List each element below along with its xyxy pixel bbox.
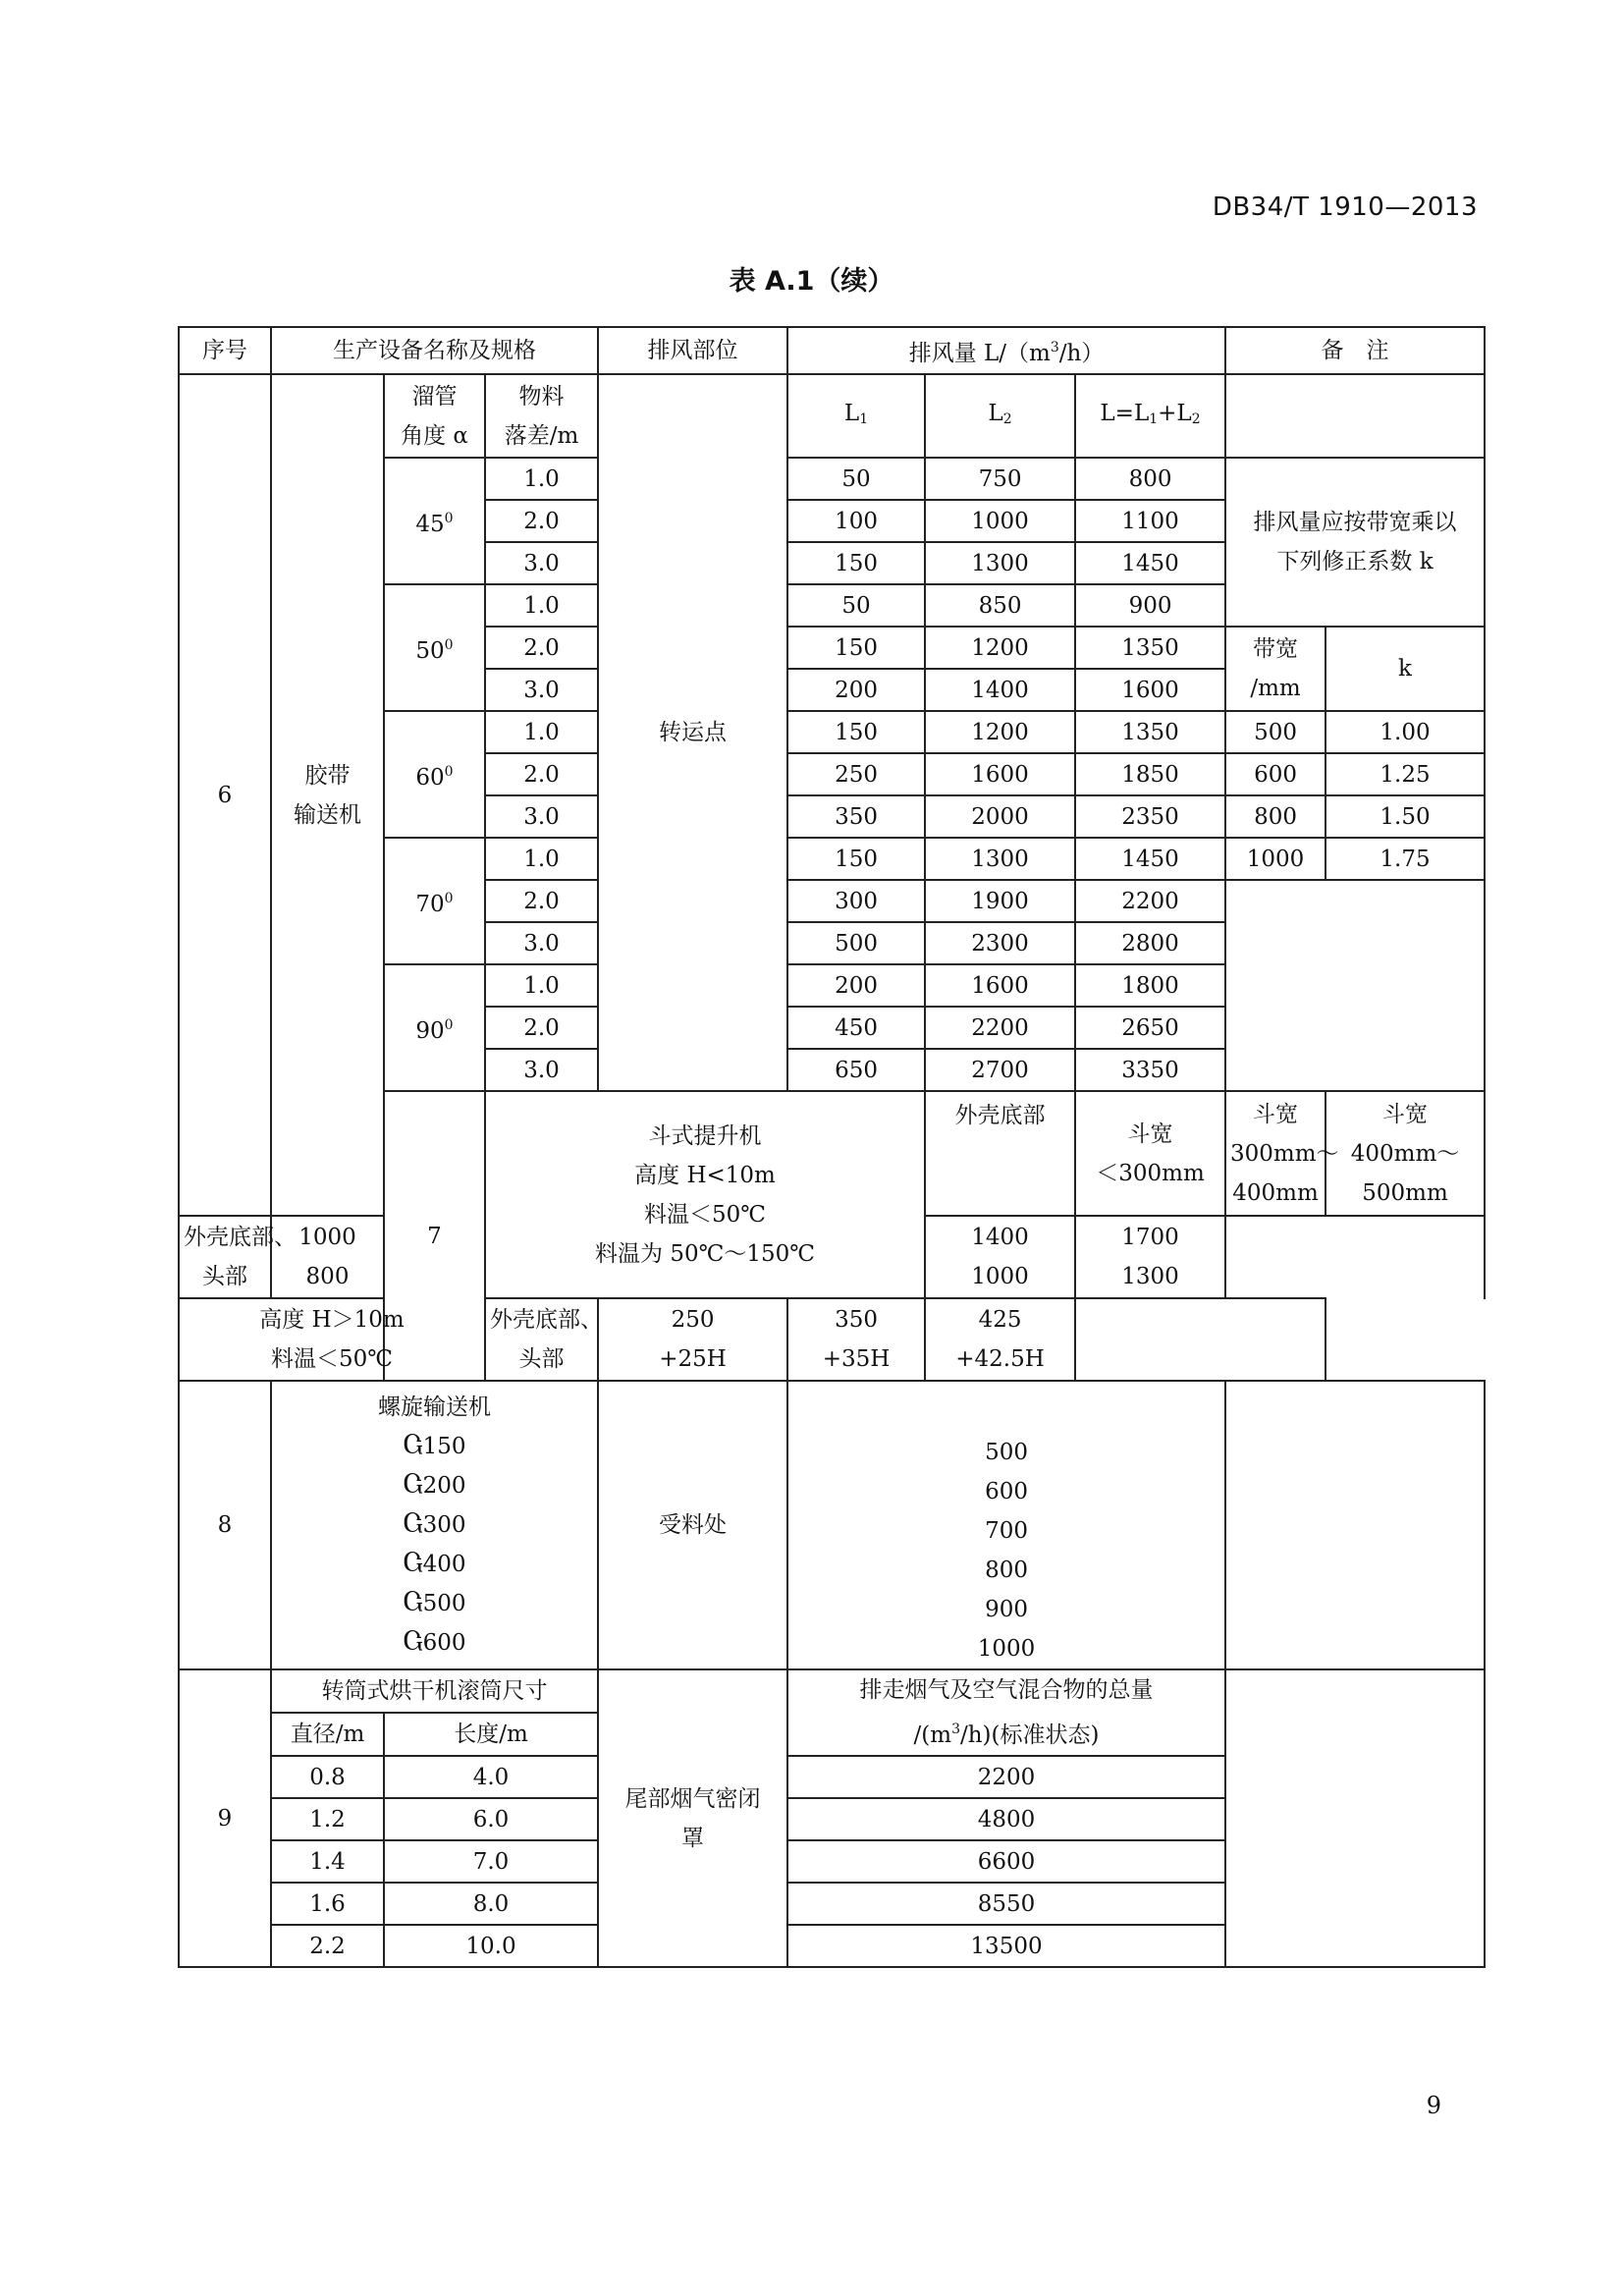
exhaust-position: 外壳底部 (925, 1091, 1075, 1216)
k-header-line: 带宽 (1253, 636, 1299, 662)
length-value: 10.0 (384, 1925, 598, 1967)
drop-value: 2.0 (485, 627, 598, 669)
chute-label: 溜管 (411, 383, 458, 410)
flow-value: 8550 (787, 1883, 1225, 1925)
row-no: 8 (179, 1381, 271, 1669)
header-remark: 备 注 (1225, 327, 1485, 374)
equipment-line: 斗式提升机 (648, 1122, 762, 1149)
drop-value: 3.0 (485, 1049, 598, 1091)
drop-value: 2.0 (485, 880, 598, 922)
l-value: 1350 (1075, 627, 1225, 669)
table-row (179, 1381, 1485, 1669)
value-line: 425 (978, 1307, 1022, 1333)
header-position: 排风部位 (598, 327, 787, 374)
airflow-value (787, 1298, 925, 1381)
l-value: 1800 (1075, 964, 1225, 1007)
k-header-line: /mm (1250, 676, 1301, 701)
l2-value: 2200 (925, 1007, 1075, 1049)
row-no: 6 (179, 374, 271, 1216)
airflow-value: 600 (985, 1479, 1028, 1504)
bucket-width-line: 400mm (1232, 1179, 1319, 1206)
bucket-width-line: ＜300mm (1096, 1160, 1205, 1186)
subheader-chute-angle (384, 374, 485, 458)
l-value: 1450 (1075, 838, 1225, 880)
remark-empty (1225, 880, 1485, 1091)
drop-value: 3.0 (485, 542, 598, 584)
position-line: 罩 (681, 1825, 705, 1851)
l2-value: 2300 (925, 922, 1075, 964)
drop-value: 1.0 (485, 584, 598, 627)
exhaust-position (598, 1669, 787, 1967)
bucket-width-line: 500mm (1362, 1179, 1448, 1206)
diameter-value: 1.2 (271, 1798, 384, 1840)
value-line: +42.5H (955, 1346, 1045, 1372)
chute-angle: $90^0$ (384, 964, 485, 1091)
page-number: 9 (1426, 2092, 1441, 2119)
airflow-value: 900 (985, 1597, 1028, 1622)
subheader-drop (485, 374, 598, 458)
row-no: 9 (179, 1669, 271, 1967)
equipment-name (271, 1381, 598, 1669)
airflow-value: 500 (985, 1440, 1028, 1465)
header-equipment: 生产设备名称及规格 (271, 327, 598, 374)
l1-value: 200 (787, 669, 925, 711)
remark-empty (1075, 1298, 1325, 1381)
k-width: 1000 (1225, 838, 1325, 880)
l-value: 900 (1075, 584, 1225, 627)
flow-value: 13500 (787, 1925, 1225, 1967)
exhaust-position (485, 1298, 603, 1381)
bucket-width-line: 斗宽 (1127, 1121, 1173, 1147)
value-line: +25H (659, 1346, 727, 1372)
header-length: 长度/m (384, 1713, 598, 1756)
l-value: 3350 (1075, 1049, 1225, 1091)
equipment-name-line: 胶带 (304, 762, 351, 789)
l-value: 2650 (1075, 1007, 1225, 1049)
bucket-width-line: 400mm～ (1350, 1140, 1460, 1167)
k-header-width (1225, 627, 1325, 711)
remark-text (1225, 458, 1485, 627)
header-no: 序号 (179, 327, 271, 374)
l2-value: 2000 (925, 795, 1075, 838)
l2-value: 2700 (925, 1049, 1075, 1091)
sum-label: L=L (1100, 400, 1150, 426)
l1-value: 650 (787, 1049, 925, 1091)
l2-subscript: 2 (1002, 410, 1012, 427)
diameter-value: 0.8 (271, 1756, 384, 1798)
airflow-value (925, 1216, 1075, 1298)
l1-label: L (843, 400, 860, 426)
value-line: 1300 (1121, 1264, 1179, 1289)
l-value: 2350 (1075, 795, 1225, 838)
equipment-line: 高度 H＞10m (259, 1307, 405, 1333)
l2-label: L (988, 400, 1003, 426)
drop-value: 1.0 (485, 458, 598, 500)
table-row (179, 1298, 1485, 1381)
drop-value: 3.0 (485, 795, 598, 838)
l2-value: 1000 (925, 500, 1075, 542)
flow-header-line: $/(m^3/h)$(标准状态) (913, 1722, 1100, 1748)
position-line: 头部 (202, 1264, 247, 1289)
flow-value: 6600 (787, 1840, 1225, 1883)
l-value: 1600 (1075, 669, 1225, 711)
drop-value: 1.0 (485, 838, 598, 880)
value-line: 350 (835, 1307, 878, 1333)
l1-value: 350 (787, 795, 925, 838)
dryer-title: 转筒式烘干机滚筒尺寸 (271, 1669, 598, 1713)
flow-header (787, 1669, 1225, 1756)
row-no: 7 (384, 1091, 485, 1381)
exhaust-position: 受料处 (598, 1381, 787, 1669)
airflow-value: 700 (985, 1518, 1028, 1544)
table-header-row (179, 327, 1485, 374)
equipment-line: 料温为 50℃～150℃ (595, 1240, 815, 1267)
l2-value: 1400 (925, 669, 1075, 711)
l-value: 1100 (1075, 500, 1225, 542)
airflow-values (787, 1381, 1225, 1669)
k-width: 500 (1225, 711, 1325, 753)
bucket-width-2 (1225, 1091, 1339, 1216)
airflow-value (598, 1298, 787, 1381)
equipment-name (179, 1298, 485, 1381)
airflow-value (1075, 1216, 1225, 1298)
equipment-name-line: 输送机 (294, 801, 361, 828)
chute-angle: $50^0$ (384, 584, 485, 711)
subheader-l2 (925, 374, 1075, 458)
flow-value: 4800 (787, 1798, 1225, 1840)
exhaust-volume-table (178, 326, 1486, 1968)
value-line: 1700 (1121, 1225, 1179, 1250)
value-line: 800 (305, 1264, 350, 1289)
value-line: 1000 (971, 1264, 1029, 1289)
position-line: 外壳底部、 (184, 1225, 297, 1250)
sum-subscript: 1 (1149, 410, 1159, 427)
diameter-value: 2.2 (271, 1925, 384, 1967)
l2-value: 1300 (925, 542, 1075, 584)
l-value: 2200 (1075, 880, 1225, 922)
k-value: 1.75 (1325, 838, 1485, 880)
k-width: 800 (1225, 795, 1325, 838)
l2-value: 1200 (925, 627, 1075, 669)
equipment-line: 料温＜50℃ (644, 1201, 766, 1228)
remark-line: 排风量应按带宽乘以 (1253, 510, 1457, 535)
equipment-line: 料温＜50℃ (271, 1346, 393, 1372)
l1-value: 150 (787, 627, 925, 669)
diameter-value: 1.4 (271, 1840, 384, 1883)
sum-subscript: 2 (1191, 410, 1201, 427)
position-line: 头部 (518, 1346, 565, 1372)
drop-label: 落差/m (504, 422, 579, 449)
bucket-width-line: 斗宽 (1382, 1101, 1429, 1127)
table-title: 表 A.1（续） (729, 266, 894, 297)
drop-value: 2.0 (485, 1007, 598, 1049)
drop-label: 物料 (518, 383, 565, 410)
remark-empty (1225, 1669, 1485, 1967)
chute-label: 角度 α (401, 422, 468, 449)
bucket-width-line: 300mm～ (1230, 1140, 1339, 1167)
value-line: 250 (671, 1307, 715, 1333)
airflow-value: 800 (985, 1558, 1028, 1583)
subheader-l1 (787, 374, 925, 458)
l1-value: 150 (787, 838, 925, 880)
l-value: 2800 (1075, 922, 1225, 964)
screw-size: Ⴚ600 (403, 1630, 466, 1656)
l1-subscript: 1 (859, 410, 869, 427)
subheader-sum (1075, 374, 1225, 458)
equipment-line: 高度 H<10m (634, 1162, 776, 1188)
k-header-k: k (1325, 627, 1485, 711)
position-line: 尾部烟气密闭 (624, 1785, 761, 1812)
l1-value: 50 (787, 584, 925, 627)
value-line: 1400 (971, 1225, 1029, 1250)
drop-value: 3.0 (485, 669, 598, 711)
length-value: 8.0 (384, 1883, 598, 1925)
position-line: 外壳底部、 (490, 1307, 603, 1333)
header-diameter: 直径/m (271, 1713, 384, 1756)
l1-value: 150 (787, 711, 925, 753)
equipment-name (271, 374, 384, 1216)
l1-value: 250 (787, 753, 925, 795)
document-code: DB34/T 1910—2013 (1212, 192, 1478, 222)
k-width: 600 (1225, 753, 1325, 795)
k-value: 1.00 (1325, 711, 1485, 753)
l2-value: 1600 (925, 753, 1075, 795)
l1-value: 300 (787, 880, 925, 922)
airflow-value: 1000 (977, 1636, 1036, 1662)
drop-value: 3.0 (485, 922, 598, 964)
screw-size: Ⴚ300 (403, 1512, 466, 1538)
value-line: +35H (822, 1346, 891, 1372)
remark-empty (1225, 374, 1485, 458)
l1-value: 500 (787, 922, 925, 964)
l-value: 800 (1075, 458, 1225, 500)
l1-value: 100 (787, 500, 925, 542)
exhaust-position: 转运点 (598, 374, 787, 1091)
bucket-width-1 (1075, 1091, 1225, 1216)
bucket-width-line: 斗宽 (1253, 1101, 1299, 1127)
length-value: 7.0 (384, 1840, 598, 1883)
airflow-value (925, 1298, 1075, 1381)
sum-plus: +L (1158, 400, 1192, 426)
length-value: 4.0 (384, 1756, 598, 1798)
l-value: 1350 (1075, 711, 1225, 753)
screw-size: Ⴚ500 (403, 1591, 466, 1616)
exhaust-position (179, 1216, 297, 1298)
table-row (179, 1669, 1485, 1713)
screw-size: Ⴚ200 (403, 1473, 466, 1499)
header-airflow: 排风量 $L/(m^3/h)$ (787, 327, 1225, 374)
remark-line: 下列修正系数 k (1276, 549, 1434, 574)
chute-angle: $60^0$ (384, 711, 485, 838)
l-value: 1450 (1075, 542, 1225, 584)
flow-header-line: 排走烟气及空气混合物的总量 (859, 1677, 1154, 1703)
flow-value: 2200 (787, 1756, 1225, 1798)
k-value: 1.25 (1325, 753, 1485, 795)
drop-value: 1.0 (485, 711, 598, 753)
l1-value: 450 (787, 1007, 925, 1049)
drop-value: 2.0 (485, 500, 598, 542)
l1-value: 150 (787, 542, 925, 584)
chute-angle: $45^0$ (384, 458, 485, 584)
table-row (179, 374, 1485, 458)
length-value: 6.0 (384, 1798, 598, 1840)
screw-size: Ⴚ150 (403, 1434, 466, 1459)
l-value: 1850 (1075, 753, 1225, 795)
chute-angle: $70^0$ (384, 838, 485, 964)
equipment-name (485, 1091, 925, 1298)
screw-size: Ⴚ400 (403, 1552, 466, 1577)
l2-value: 1200 (925, 711, 1075, 753)
l2-value: 850 (925, 584, 1075, 627)
equipment-line: 螺旋输送机 (378, 1394, 491, 1420)
l1-value: 200 (787, 964, 925, 1007)
l2-value: 750 (925, 458, 1075, 500)
l1-value: 50 (787, 458, 925, 500)
drop-value: 2.0 (485, 753, 598, 795)
remark-empty (1225, 1381, 1485, 1669)
k-value: 1.50 (1325, 795, 1485, 838)
l2-value: 1600 (925, 964, 1075, 1007)
l2-value: 1900 (925, 880, 1075, 922)
bucket-width-3 (1325, 1091, 1485, 1216)
diameter-value: 1.6 (271, 1883, 384, 1925)
drop-value: 1.0 (485, 964, 598, 1007)
value-line: 1000 (298, 1225, 356, 1250)
l2-value: 1300 (925, 838, 1075, 880)
